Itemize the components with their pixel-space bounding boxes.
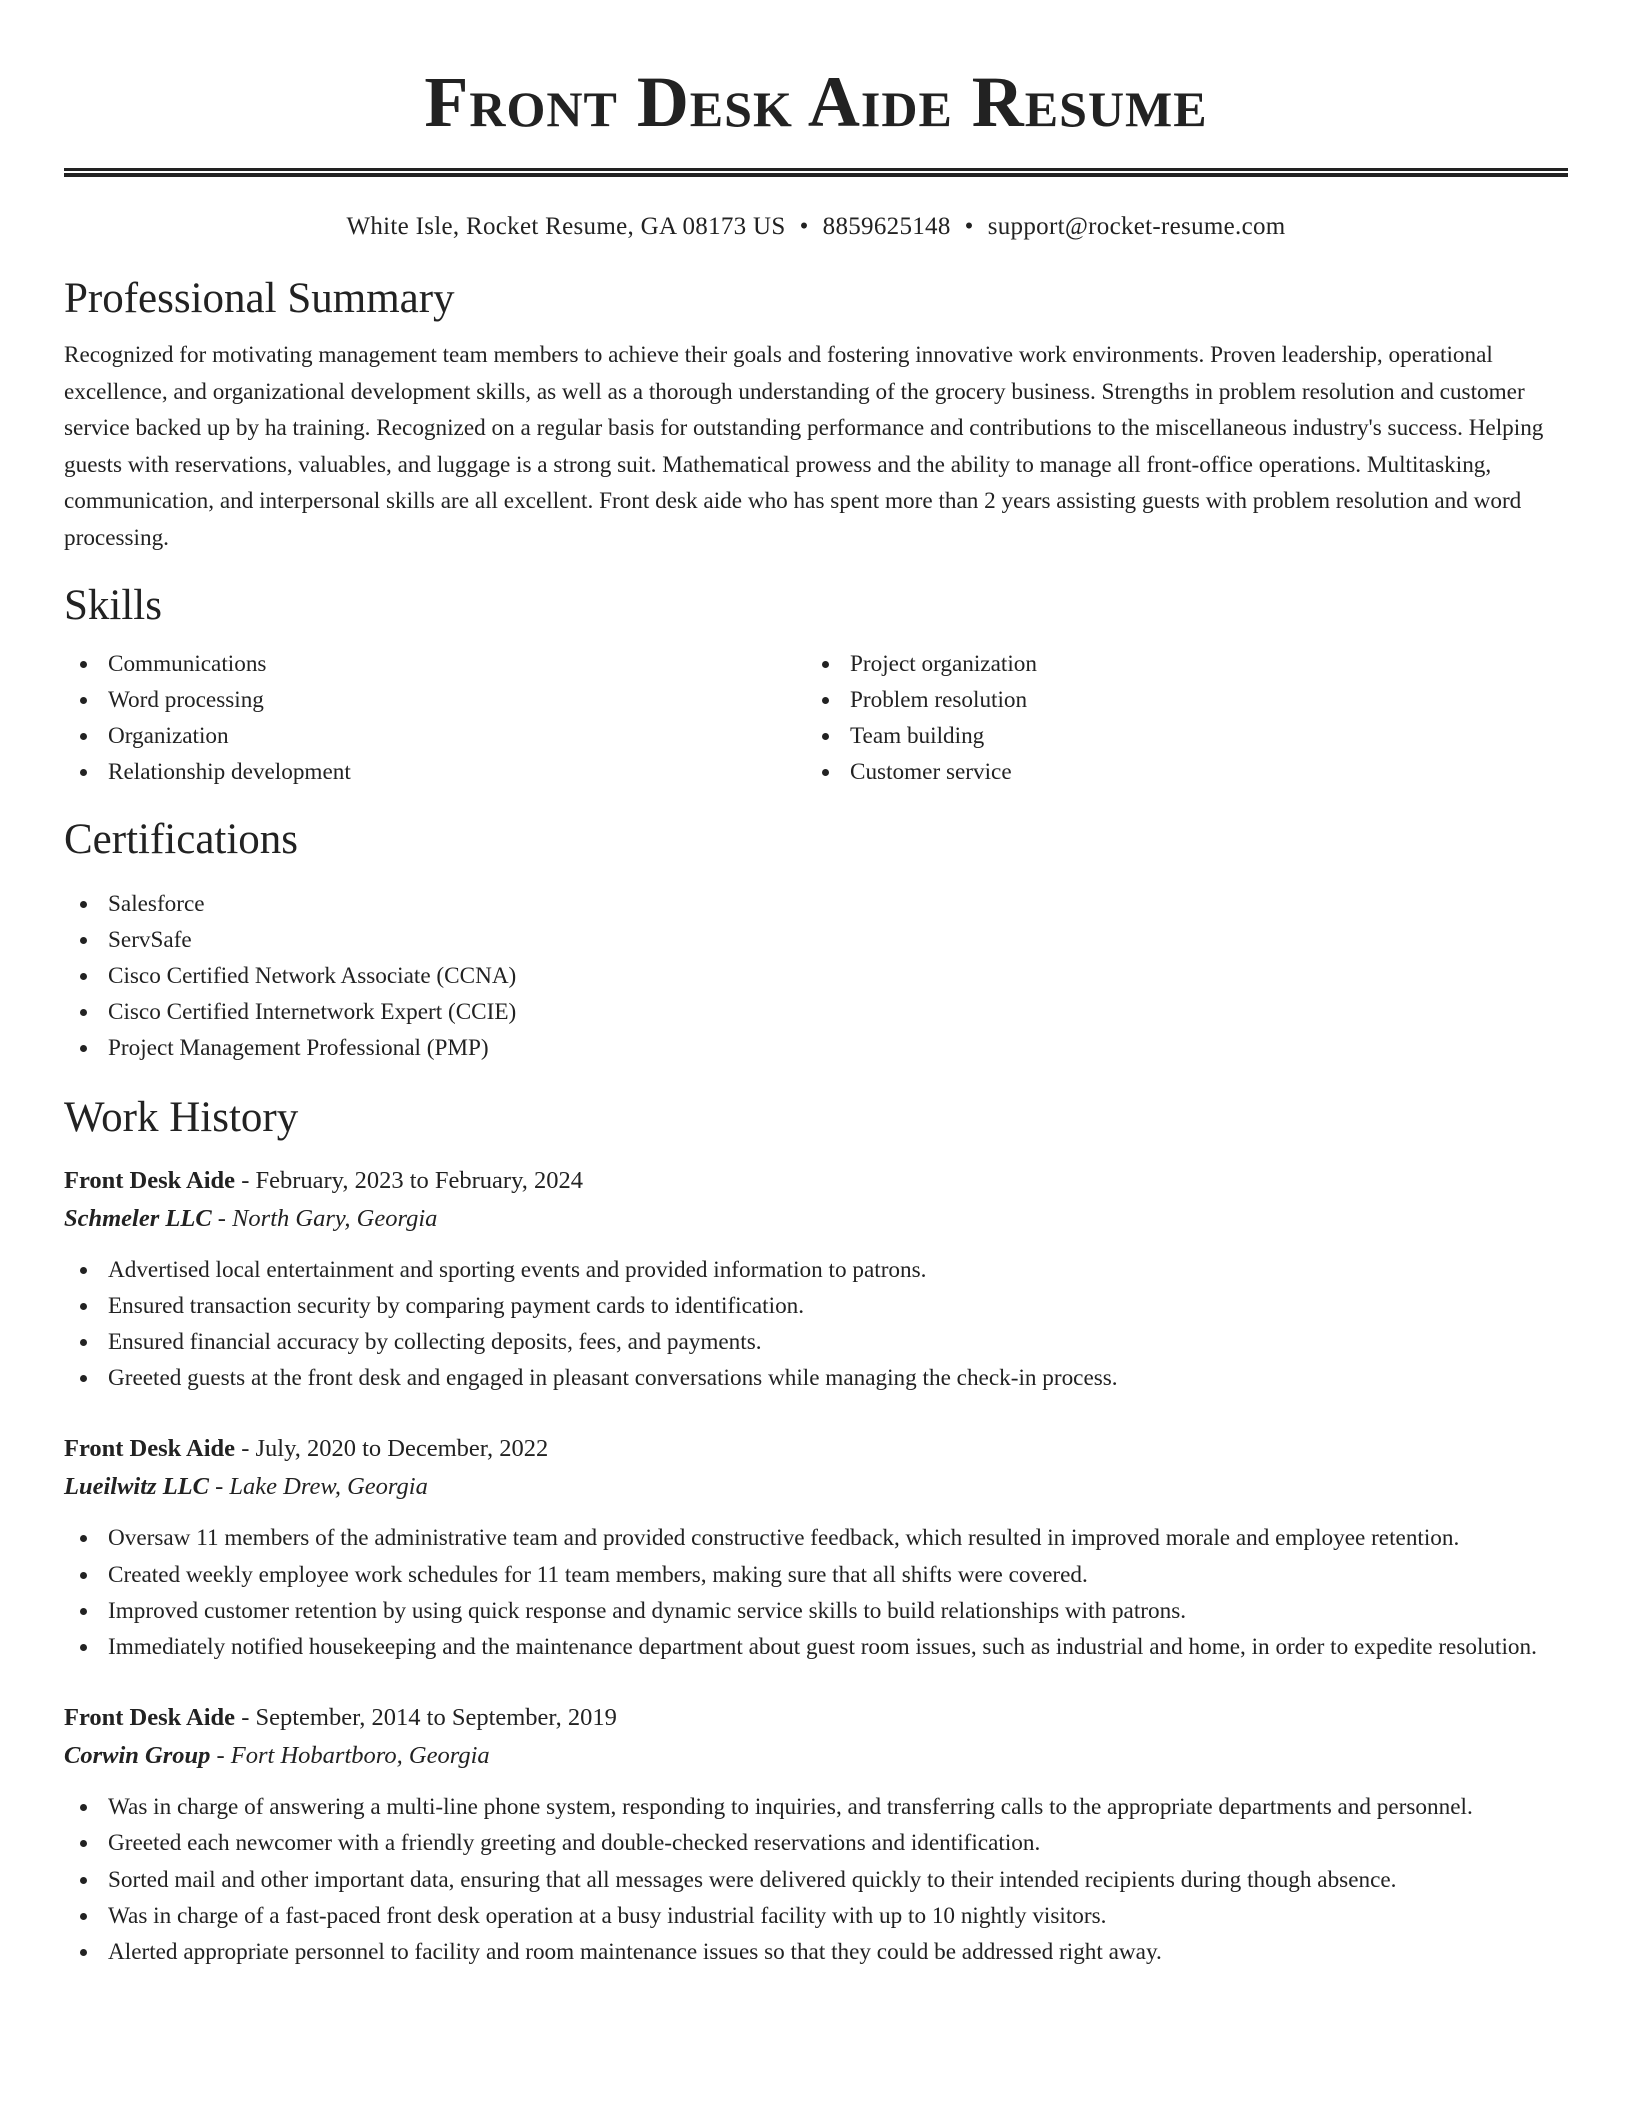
- skills-list-right: [806, 646, 1548, 790]
- job-dates: - February, 2023 to February, 2024: [235, 1166, 583, 1194]
- job-location: - Lake Drew, Georgia: [208, 1473, 428, 1501]
- job-title-line: [64, 1430, 1568, 1468]
- job-entry: [64, 1699, 1568, 1970]
- section-heading-summary: Professional Summary: [64, 275, 455, 322]
- certification-item: Cisco Certified Internetwork Expert (CCIE): [64, 994, 1568, 1030]
- job-entry: [64, 1162, 1568, 1397]
- skill-item: Project organization: [806, 646, 1548, 682]
- skill-item: Organization: [64, 718, 806, 754]
- job-bullets: [64, 1789, 1568, 1970]
- contact-separator: •: [964, 213, 974, 240]
- certification-item: Salesforce: [64, 886, 1568, 922]
- job-company-line: [64, 1200, 1568, 1238]
- job-company-line: [64, 1468, 1568, 1506]
- section-heading-skills: Skills: [64, 581, 162, 629]
- resume-title: Front Desk Aide Resume: [424, 62, 1208, 142]
- job-bullet: Was in charge of a fast-paced front desk operation at a busy industrial facility with up to 10 nightly visitors.: [64, 1898, 1568, 1934]
- contact-email: support@rocket-resume.com: [987, 213, 1286, 240]
- job-title-line: [64, 1162, 1568, 1200]
- job-title-line: [64, 1699, 1568, 1737]
- skills-list-left: [64, 646, 806, 790]
- job-location: - North Gary, Georgia: [211, 1204, 438, 1232]
- job-title: Front Desk Aide: [64, 1166, 236, 1194]
- skill-item: Communications: [64, 646, 806, 682]
- certification-item: Project Management Professional (PMP): [64, 1030, 1568, 1066]
- skills-columns: [64, 646, 1568, 790]
- job-bullet: Greeted guests at the front desk and engaged in pleasant conversations while managing the check-in process.: [64, 1360, 1568, 1396]
- job-company: Schmeler LLC: [64, 1204, 212, 1232]
- job-title: Front Desk Aide: [64, 1435, 236, 1463]
- skill-item: Relationship development: [64, 754, 806, 790]
- skill-item: Customer service: [806, 754, 1548, 790]
- job-dates: - September, 2014 to September, 2019: [235, 1704, 617, 1732]
- job-bullets: [64, 1252, 1568, 1397]
- job-bullet: Ensured transaction security by comparing payment cards to identification.: [64, 1288, 1568, 1324]
- job-bullet: Improved customer retention by using quick response and dynamic service skills to build relationships with patrons.: [64, 1593, 1568, 1629]
- contact-separator: •: [799, 213, 809, 240]
- contact-phone: 8859625148: [822, 213, 951, 240]
- skill-item: Problem resolution: [806, 682, 1548, 718]
- job-bullet: Ensured financial accuracy by collecting deposits, fees, and payments.: [64, 1324, 1568, 1360]
- job-bullets: [64, 1520, 1568, 1665]
- job-entry: [64, 1430, 1568, 1665]
- job-bullet: Alerted appropriate personnel to facility and room maintenance issues so that they could be addressed right away.: [64, 1934, 1568, 1970]
- contact-line: [64, 211, 1568, 243]
- job-company: Corwin Group: [64, 1742, 211, 1770]
- title-divider: [64, 168, 1568, 177]
- certifications-list: [64, 886, 1568, 1066]
- job-company-line: [64, 1737, 1568, 1775]
- skill-item: Word processing: [64, 682, 806, 718]
- job-dates: - July, 2020 to December, 2022: [235, 1435, 549, 1463]
- summary-text: Recognized for motivating management team members to achieve their goals and fostering innovative work environments. Proven leadership, operational excellence, and organizational development skills, as well as a thorough understanding of the grocery business. Strengths in problem resolution and customer service backed up by ha training. Recognized on a regular basis for outstanding performance and contributions to the miscellaneous industry's success. Helping guests with reservations, valuables, and luggage is a strong suit. Mathematical prowess and the ability to manage all front-office operations. Multitasking, communication, and interpersonal skills are all excellent. Front desk aide who has spent more than 2 years assisting guests with problem resolution and word processing.: [64, 342, 1544, 551]
- contact-address: White Isle, Rocket Resume, GA 08173 US: [346, 213, 786, 240]
- job-bullet: Immediately notified housekeeping and the maintenance department about guest room issues, such as industrial and home, in order to expedite resolution.: [64, 1629, 1568, 1665]
- job-bullet: Sorted mail and other important data, ensuring that all messages were delivered quickly to their intended recipients during though absence.: [64, 1862, 1568, 1898]
- job-bullet: Was in charge of answering a multi-line phone system, responding to inquiries, and transferring calls to the appropriate departments and personnel.: [64, 1789, 1568, 1825]
- job-bullet: Advertised local entertainment and sporting events and provided information to patrons.: [64, 1252, 1568, 1288]
- job-company: Lueilwitz LLC: [64, 1473, 209, 1501]
- section-heading-certifications: Certifications: [64, 815, 299, 863]
- job-bullet: Created weekly employee work schedules for 11 team members, making sure that all shifts were covered.: [64, 1557, 1568, 1593]
- job-location: - Fort Hobartboro, Georgia: [210, 1742, 490, 1770]
- skill-item: Team building: [806, 718, 1548, 754]
- section-heading-work-history: Work History: [64, 1093, 299, 1141]
- job-bullet: Oversaw 11 members of the administrative team and provided constructive feedback, which resulted in improved morale and employee retention.: [64, 1520, 1568, 1556]
- resume-page: [64, 0, 1568, 1970]
- certification-item: ServSafe: [64, 922, 1568, 958]
- job-title: Front Desk Aide: [64, 1704, 236, 1732]
- job-bullet: Greeted each newcomer with a friendly greeting and double-checked reservations and identification.: [64, 1825, 1568, 1861]
- certification-item: Cisco Certified Network Associate (CCNA): [64, 958, 1568, 994]
